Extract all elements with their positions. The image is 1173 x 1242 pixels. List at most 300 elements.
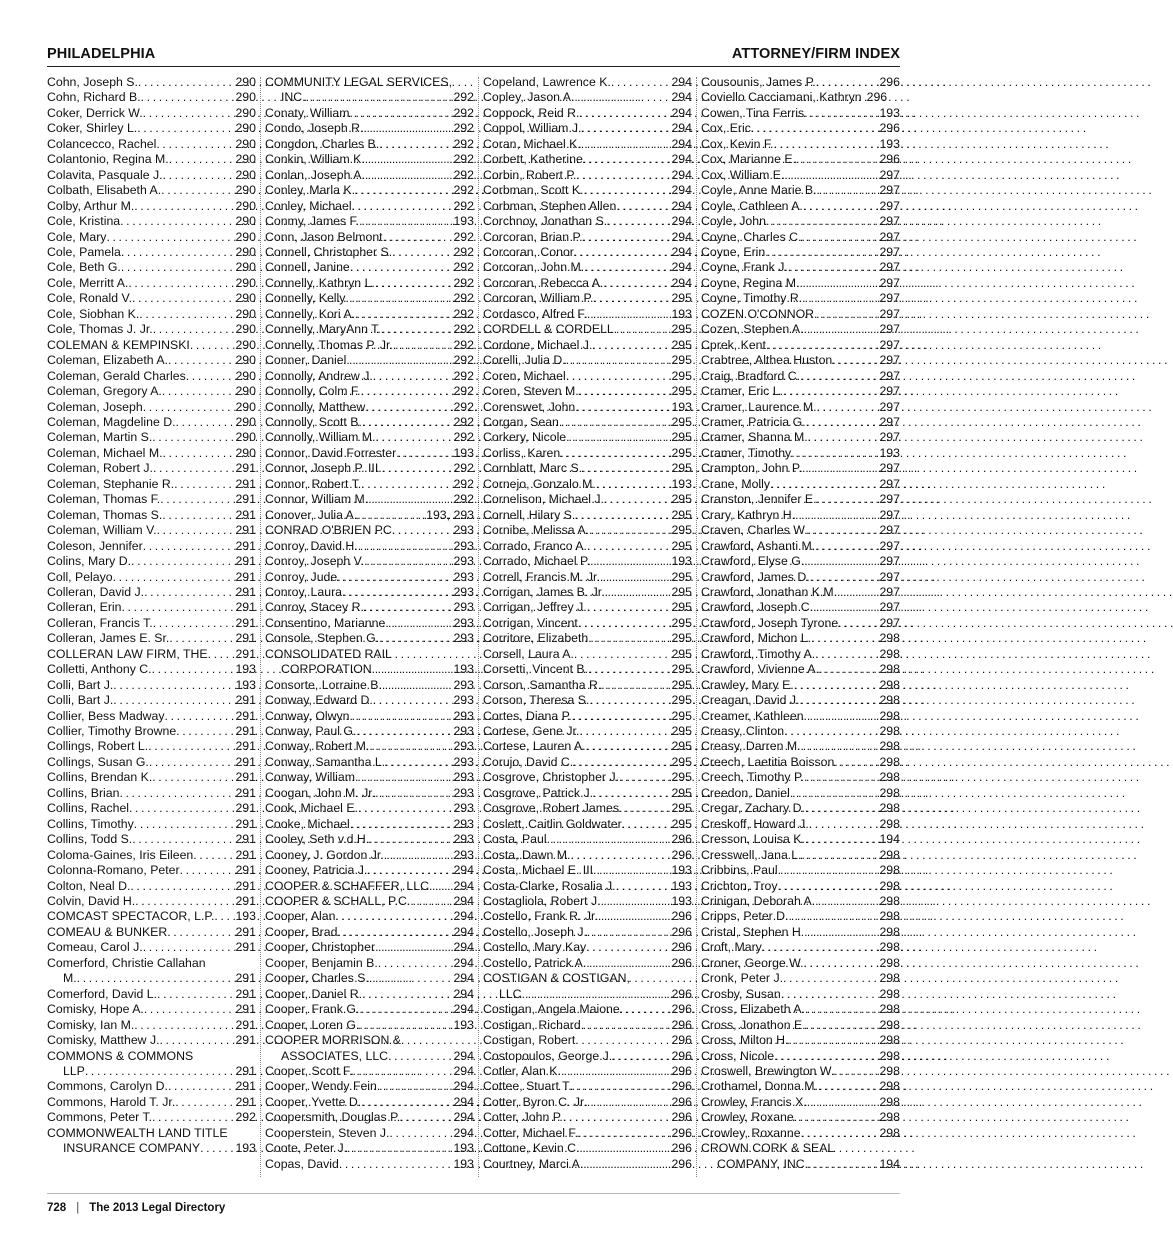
- index-entry: [265, 492, 474, 507]
- entry-name: COOPER & SCHALL, P.C.: [265, 894, 411, 909]
- entry-name: COOPER & SCHAFFER, LLC: [265, 878, 429, 893]
- leader-dots: [600, 570, 671, 585]
- entry-page: 295: [671, 461, 692, 476]
- entry-page: 291: [235, 816, 256, 831]
- entry-name: Crawford, Vivienne A.: [701, 662, 820, 677]
- index-entry: [265, 1141, 474, 1156]
- entry-page: 194: [879, 832, 900, 847]
- index-entry: [265, 693, 474, 708]
- leader-dots: [129, 801, 234, 816]
- entry-page: 294: [453, 971, 474, 986]
- index-entry: [47, 276, 256, 291]
- index-entry: [483, 600, 692, 615]
- index-entry: [47, 461, 256, 476]
- index-entry: [483, 801, 692, 816]
- entry-name: Corgan, Sean: [483, 414, 559, 429]
- leader-dots: [801, 1126, 879, 1141]
- entry-name: Coleman, Gerald Charles: [47, 368, 186, 383]
- leader-dots: [596, 477, 671, 492]
- index-column-2: [265, 75, 474, 1185]
- index-entry: [483, 755, 692, 770]
- index-entry: [483, 1095, 692, 1110]
- leader-dots: [583, 1157, 670, 1172]
- entry-name: Conway, Robert M.: [265, 739, 370, 754]
- entry-page: 291: [235, 940, 256, 955]
- index-entry: [701, 276, 900, 291]
- entry-page: 292: [453, 152, 474, 167]
- index-entry: [701, 1141, 900, 1172]
- entry-name: Cordasco, Alfred F.: [483, 306, 587, 321]
- leader-dots: [583, 230, 671, 245]
- leader-dots: [818, 1079, 879, 1094]
- entry-name: Colton, Neal D.: [47, 878, 131, 893]
- index-entry: [483, 570, 692, 585]
- entry-page: 290: [235, 445, 256, 460]
- index-entry: [701, 137, 900, 152]
- index-entry: [47, 817, 256, 832]
- index-entry: [701, 801, 900, 816]
- entry-name: Consorte, Lorraine B.: [265, 677, 382, 692]
- index-entry: [265, 925, 474, 940]
- entry-name: Comisky, Matthew J.: [47, 1033, 160, 1048]
- leader-dots: [619, 801, 670, 816]
- index-entry: [701, 461, 900, 476]
- entry-name: Crane, Molly: [701, 476, 771, 491]
- entry-page: 298: [879, 662, 900, 677]
- leader-dots: [346, 353, 452, 368]
- entry-page: 292: [453, 121, 474, 136]
- entry-page: 193: [879, 105, 900, 120]
- entry-page: 296: [671, 1094, 692, 1109]
- index-entry: [265, 879, 474, 894]
- entry-name: Corrigan, Jeffrey J.: [483, 600, 587, 615]
- index-entry: [265, 199, 474, 214]
- entry-page: 293: [453, 523, 474, 538]
- index-entry: [265, 477, 474, 492]
- index-entry: [265, 291, 474, 306]
- leader-dots: [134, 817, 235, 832]
- leader-dots: [167, 925, 234, 940]
- index-entry: [47, 709, 256, 724]
- entry-page: 291: [235, 569, 256, 584]
- index-entry: [483, 770, 692, 785]
- index-entry: [265, 600, 474, 615]
- leader-dots: [774, 1049, 878, 1064]
- index-entry: [701, 1126, 900, 1141]
- entry-name: Cooper, Yvette D.: [265, 1094, 362, 1109]
- leader-dots: [619, 770, 670, 785]
- entry-page: 294: [453, 1079, 474, 1094]
- entry-name: Craig, Bradford C.: [701, 368, 801, 383]
- index-entry: [483, 1141, 692, 1156]
- index-entry: [483, 291, 692, 306]
- index-entry: [483, 369, 692, 384]
- entry-name: Conley, Marla K.: [265, 183, 355, 198]
- entry-name: Corujo, David C.: [483, 754, 574, 769]
- entry-name: Connelly, Kori A.: [265, 306, 355, 321]
- index-entry: [47, 245, 256, 260]
- leader-dots: [362, 415, 453, 430]
- entry-page: 293: [453, 631, 474, 646]
- entry-page: 193: [879, 136, 900, 151]
- entry-page: 292: [453, 90, 474, 105]
- entry-page: 298: [879, 863, 900, 878]
- index-entry: [701, 817, 900, 832]
- index-entry: [47, 801, 256, 816]
- entry-name: Cornejo, Gonzalo M.: [483, 476, 596, 491]
- index-entry: [483, 106, 692, 121]
- entry-name: Cottee, Stuart T.: [483, 1079, 572, 1094]
- entry-page: 294: [453, 1094, 474, 1109]
- entry-name: Connolly, William M.: [265, 430, 376, 445]
- index-entry: [483, 508, 692, 523]
- index-entry: [265, 183, 474, 198]
- entry-page: 292: [453, 167, 474, 182]
- entry-name: Coran, Michael K.: [483, 136, 581, 151]
- entry-name: Costigan, Robert: [483, 1033, 576, 1048]
- entry-page: 295: [671, 600, 692, 615]
- entry-name: Corbin, Robert P.: [483, 167, 577, 182]
- leader-dots: [149, 755, 235, 770]
- index-entry: [701, 75, 900, 90]
- index-entry: [265, 616, 474, 631]
- entry-name: Connelly, MaryAnn T.: [265, 322, 381, 337]
- leader-dots: [365, 152, 453, 167]
- entry-page: 297: [879, 584, 900, 599]
- index-entry: [701, 230, 900, 245]
- index-entry: [483, 894, 692, 909]
- entry-page: 291: [235, 708, 256, 723]
- entry-name: Cohn, Joseph S.: [47, 75, 138, 89]
- index-entry: [47, 863, 256, 878]
- entry-page: 193: [671, 878, 692, 893]
- entry-page: 298: [879, 1079, 900, 1094]
- entry-page: 294: [671, 183, 692, 198]
- index-entry: [265, 353, 474, 368]
- entry-name: Cooper, Charles S.: [265, 971, 369, 986]
- entry-name: CONRAD O'BRIEN PC: [265, 523, 392, 538]
- leader-dots: [588, 631, 670, 646]
- index-entry: [47, 1018, 256, 1033]
- leader-dots: [106, 230, 234, 245]
- leader-dots: [804, 106, 878, 121]
- entry-name: Comeau, Carol J.: [47, 940, 143, 955]
- index-entry: [47, 1002, 256, 1017]
- entry-page: 194: [879, 1156, 900, 1171]
- entry-name: Colonna-Romano, Peter: [47, 863, 180, 878]
- entry-page: 297: [879, 368, 900, 383]
- entry-name: Coopersmith, Douglas P.: [265, 1110, 401, 1125]
- entry-name-continued: M.: [63, 971, 77, 986]
- index-entry: [701, 492, 900, 507]
- entry-name: Connell, Christopher S.: [265, 244, 393, 259]
- leader-dots: [352, 199, 453, 214]
- leader-dots: [806, 415, 879, 430]
- entry-page: 298: [879, 1048, 900, 1063]
- entry-name: Condo, Joseph R.: [265, 121, 364, 136]
- index-entry: [701, 600, 900, 615]
- entry-name: Cross, Jonathon E.: [701, 1017, 806, 1032]
- entry-page: 296: [671, 832, 692, 847]
- leader-dots: [592, 338, 670, 353]
- leader-dots: [817, 183, 879, 198]
- leader-dots: [130, 879, 234, 894]
- entry-name: Creskoff, Howard J.: [701, 816, 809, 831]
- entry-name: Cox, Kevin F.: [701, 136, 774, 151]
- leader-dots: [578, 1126, 670, 1141]
- index-entry: [47, 523, 256, 538]
- leader-dots: [581, 137, 671, 152]
- leader-dots: [575, 508, 670, 523]
- leader-dots: [369, 971, 453, 986]
- index-entry: [47, 570, 256, 585]
- leader-dots: [162, 508, 234, 523]
- leader-dots: [582, 461, 670, 476]
- leader-dots: [369, 739, 452, 754]
- entry-continuation: [483, 987, 692, 1002]
- leader-dots: [837, 585, 878, 600]
- leader-dots: [794, 678, 879, 693]
- leader-dots: [152, 1110, 234, 1125]
- leader-dots: [368, 492, 452, 507]
- entry-name: Cohn, Richard B.: [47, 90, 141, 105]
- entry-name: Comerford, David L.: [47, 986, 158, 1001]
- entry-page: 296: [866, 90, 888, 105]
- entry-page: 297: [879, 353, 900, 368]
- entry-page: 292: [453, 353, 474, 368]
- leader-dots: [604, 492, 670, 507]
- index-entry: [483, 1033, 692, 1048]
- entry-page: 296: [671, 1110, 692, 1125]
- entry-page: 297: [879, 569, 900, 584]
- entry-page: 298: [879, 1094, 900, 1109]
- entry-name: COZEN O'CONNOR: [701, 306, 815, 321]
- entry-page: 295: [671, 353, 692, 368]
- leader-dots: [121, 245, 235, 260]
- leader-dots: [113, 693, 234, 708]
- entry-page: 290: [235, 337, 256, 352]
- leader-dots: [359, 1002, 452, 1017]
- entry-page: 193: [671, 306, 692, 321]
- entry-name: Conway, William: [265, 770, 355, 785]
- entry-page: 291: [235, 1002, 256, 1017]
- entry-page: 297: [879, 337, 900, 352]
- index-entry: [701, 338, 900, 353]
- header-rule: [47, 66, 900, 67]
- entry-page: 291: [235, 847, 256, 862]
- entry-page: 297: [879, 507, 900, 522]
- entry-page: 297: [879, 600, 900, 615]
- entry-page: 293: [453, 832, 474, 847]
- entry-page: 290: [235, 90, 256, 105]
- index-entry: [483, 724, 692, 739]
- entry-page: 295: [671, 337, 692, 352]
- footer-rule: [47, 1193, 900, 1194]
- entry-page: 193: [671, 554, 692, 569]
- leader-dots: [801, 739, 879, 754]
- entry-page: 297: [879, 214, 900, 229]
- entry-name: Collins, Todd S.: [47, 832, 133, 847]
- leader-dots: [817, 492, 879, 507]
- index-entry: [701, 446, 900, 461]
- leader-dots: [805, 832, 879, 847]
- entry-page: 295: [671, 584, 692, 599]
- index-entry: [701, 770, 900, 785]
- leader-dots: [169, 631, 234, 646]
- entry-name: Crabtree, Althea Huston: [701, 353, 833, 368]
- leader-dots: [601, 894, 671, 909]
- index-entry: [265, 786, 474, 801]
- leader-dots: [360, 384, 452, 399]
- entry-page: 297: [879, 414, 900, 429]
- leader-dots: [128, 276, 234, 291]
- leader-dots: [152, 430, 234, 445]
- entry-page: 292: [453, 275, 474, 290]
- entry-name: Coleman, Thomas F.: [47, 492, 161, 507]
- entry-page: 293: [453, 569, 474, 584]
- entry-name: Cowen, Tina Ferris: [701, 105, 805, 120]
- entry-name: Corson, Samantha R.: [483, 677, 602, 692]
- entry-name: Correll, Francis M. Jr.: [483, 569, 600, 584]
- leader-dots: [337, 570, 452, 585]
- entry-name: Crawford, Timothy A.: [701, 646, 816, 661]
- entry-page: 295: [671, 569, 692, 584]
- entry-page: 297: [879, 615, 900, 630]
- entry-name: COMMONS & COMMONS: [47, 1048, 194, 1063]
- entry-name: Connolly, Scott B.: [265, 414, 362, 429]
- leader-dots: [778, 863, 879, 878]
- leader-dots: [811, 631, 878, 646]
- entry-page: 291: [235, 754, 256, 769]
- entry-page: 290: [235, 306, 256, 321]
- entry-name: Craven, Charles W.: [701, 523, 808, 538]
- entry-page: 290: [235, 384, 256, 399]
- leader-dots: [590, 554, 670, 569]
- entry-name: Cross, Nicole: [701, 1048, 775, 1063]
- leader-dots: [583, 183, 670, 198]
- index-entry: [483, 909, 692, 924]
- index-entry: [47, 848, 256, 863]
- index-entry: [701, 786, 900, 801]
- entry-name: Colbath, Elisabeth A.: [47, 183, 162, 198]
- index-entry: [701, 909, 900, 924]
- entry-page: 293: [453, 847, 474, 862]
- entry-continuation: [701, 1157, 900, 1172]
- entry-name: Connelly, Kelly: [265, 291, 346, 306]
- entry-page: 294: [453, 909, 474, 924]
- index-entry: [483, 338, 692, 353]
- index-entry: [483, 817, 692, 832]
- index-entry: [483, 1002, 692, 1017]
- leader-dots: [361, 1095, 452, 1110]
- index-entry: [265, 585, 474, 600]
- entry-name: COLEMAN & KEMPINSKI: [47, 337, 190, 352]
- leader-dots: [153, 616, 235, 631]
- index-entry: [47, 353, 256, 368]
- leader-dots: [160, 1033, 235, 1048]
- entry-name: Courtney, Marci A.: [483, 1156, 584, 1171]
- leader-dots: [807, 1095, 879, 1110]
- index-entry: [47, 956, 256, 987]
- index-entry: [265, 894, 474, 909]
- index-entry: [47, 879, 256, 894]
- leader-dots: [378, 956, 453, 971]
- leader-dots: [132, 832, 234, 847]
- entry-page: 293: [453, 724, 474, 739]
- entry-page: 295: [671, 801, 692, 816]
- index-entry: [47, 214, 256, 229]
- entry-name: Corcoran, Brian P.: [483, 229, 583, 244]
- entry-page: 295: [671, 754, 692, 769]
- entry-name: Collings, Robert L.: [47, 739, 149, 754]
- entry-page: 295: [671, 368, 692, 383]
- leader-dots: [372, 662, 453, 677]
- entry-page: 295: [671, 662, 692, 677]
- leader-dots: [120, 214, 234, 229]
- entry-name: Corrado, Michael P.: [483, 554, 591, 569]
- index-entry: [701, 709, 900, 724]
- index-entry: [265, 508, 474, 523]
- index-entry: [483, 1110, 692, 1125]
- leader-dots: [355, 307, 452, 322]
- entry-name: Colvin, David H.: [47, 894, 136, 909]
- index-entry: [47, 1126, 256, 1157]
- index-entry: [265, 307, 474, 322]
- entry-name: Colletti, Anthony C.: [47, 662, 152, 677]
- entry-name: Connolly, Matthew: [265, 399, 366, 414]
- index-entry: [47, 106, 256, 121]
- index-entry: [483, 307, 692, 322]
- index-entry: [701, 430, 900, 445]
- entry-page: 295: [671, 693, 692, 708]
- leader-dots: [163, 168, 235, 183]
- entry-page: 297: [879, 399, 900, 414]
- entry-name-continued: INSURANCE COMPANY: [63, 1141, 201, 1156]
- entry-page: 290: [235, 183, 256, 198]
- entry-name: Colby, Arthur M.: [47, 198, 135, 213]
- leader-dots: [208, 647, 235, 662]
- index-entry: [47, 199, 256, 214]
- entry-page: 292: [453, 136, 474, 151]
- index-entry: [701, 353, 900, 368]
- leader-dots: [141, 90, 235, 105]
- leader-dots: [815, 894, 878, 909]
- index-heading: ATTORNEY/FIRM INDEX: [731, 46, 900, 62]
- entry-page: 291: [235, 476, 256, 491]
- entry-page: 291: [235, 1017, 256, 1032]
- entry-name: Creasy, Clinton: [701, 724, 785, 739]
- index-entry: [701, 369, 900, 384]
- entry-name: Costigan, Richard: [483, 1017, 581, 1032]
- leader-dots: [385, 616, 452, 631]
- entry-page: 296: [671, 1064, 692, 1078]
- entry-page: 295: [671, 507, 692, 522]
- entry-name: Colleran, James E. Sr.: [47, 631, 170, 646]
- entry-name: Coren, Michael: [483, 368, 566, 383]
- entry-page: 297: [879, 291, 900, 306]
- entry-page: 290: [235, 136, 256, 151]
- entry-page: 296: [671, 1141, 692, 1156]
- entry-name: Coleman, Joseph: [47, 399, 143, 414]
- entry-name: Conley, Michael: [265, 198, 352, 213]
- leader-dots: [175, 1095, 234, 1110]
- leader-dots: [134, 199, 234, 214]
- entry-name: Cramer, Laurence M.: [701, 399, 817, 414]
- entry-name: Cresswell, Jana L.: [701, 847, 802, 862]
- entry-page: 295: [671, 739, 692, 754]
- index-entry: [265, 940, 474, 955]
- index-entry: [47, 925, 256, 940]
